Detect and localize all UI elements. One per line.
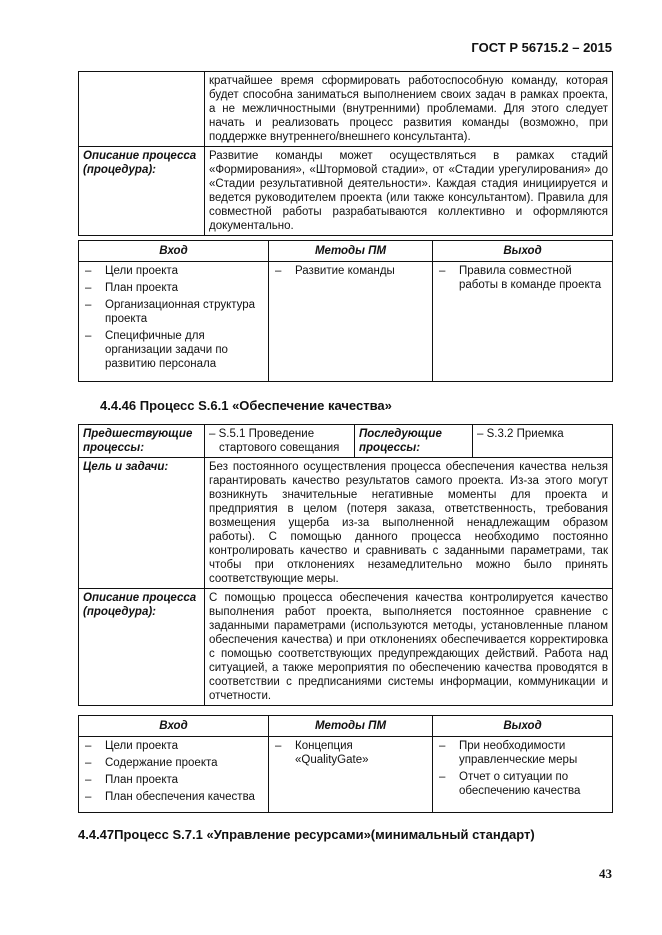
column-header-input: Вход [79, 241, 269, 262]
list-item: – Цели проекта [83, 739, 264, 753]
process-table-team-development [78, 71, 613, 236]
list-item: – Правила совместной работы в команде проекта [437, 264, 608, 292]
list-item: – Отчет о ситуации по обеспечению качества [437, 770, 608, 798]
outputs-cell [433, 262, 613, 382]
predecessor-value: – S.5.1 Проведение стартового совещания [205, 425, 355, 458]
table-row [79, 262, 613, 382]
section-heading-4-4-47: 4.4.47Процесс S.7.1 «Управление ресурсами»(минимальный стандарт) [78, 827, 535, 842]
inputs-cell [79, 737, 269, 813]
outputs-cell [433, 737, 613, 813]
inputs-cell [79, 262, 269, 382]
table-row [79, 716, 613, 737]
column-header-output: Выход [433, 241, 613, 262]
io-table-quality-assurance [78, 715, 613, 813]
list-item: – Специфичные для организации задачи по развитию персонала [83, 329, 264, 371]
table-row [79, 147, 613, 236]
procedure-text: Развитие команды может осуществляться в рамках стадий «Формирования», «Штормовой стадии», от «Стадии урегулирования» до «Стадии результативной деятельности». Каждая стадия инициируется и ведется руководителем проекта (или также консультантом). Правила для совместной работы разрабатываются коллективно и оформляются документально. [205, 147, 613, 236]
list-item: – Концепция «QualityGate» [273, 739, 428, 767]
predecessor-label: Предшествующие процессы: [79, 425, 205, 458]
column-header-methods: Методы ПМ [269, 241, 433, 262]
column-header-input: Вход [79, 716, 269, 737]
empty-label-cell [79, 72, 205, 147]
page-number: 43 [599, 866, 612, 881]
table-row [79, 72, 613, 147]
goal-text: Без постоянного осуществления процесса обеспечения качества нельзя гарантировать качество результатов самого проекта. Из-за этого могут возникнуть значительные негативные моменты для проекта и предприятия в целом (потеря заказа, ответственность, требования возмещения ущерба из-за выполненной ненадлежащим образом работы). С помощью данного процесса необходимо постоянно контролировать качество и сравнивать с заданными параметрами, так чтобы при отклонениях незамедлительно можно было принять соответствующие меры. [205, 458, 613, 589]
list-item: – План проекта [83, 281, 264, 295]
list-item: – Развитие команды [273, 264, 428, 278]
table-row [79, 458, 613, 589]
table-row [79, 737, 613, 813]
list-item: – Организационная структура проекта [83, 298, 264, 326]
list-item: – Содержание проекта [83, 756, 264, 770]
procedure-label: Описание процесса (процедура): [79, 589, 205, 706]
list-item: – При необходимости управленческие меры [437, 739, 608, 767]
successor-value: – S.3.2 Приемка [473, 425, 613, 458]
list-item: – План проекта [83, 773, 264, 787]
column-header-output: Выход [433, 716, 613, 737]
list-item: – Цели проекта [83, 264, 264, 278]
document-header: ГОСТ Р 56715.2 – 2015 [471, 40, 612, 55]
methods-cell [269, 262, 433, 382]
table-row [79, 425, 613, 458]
methods-cell [269, 737, 433, 813]
procedure-label: Описание процесса (процедура): [79, 147, 205, 236]
goal-continued-text: кратчайшее время сформировать работоспособную команду, которая будет способна заниматься выполнением своих задач в рамках проекта, а не межличностными (внутренними) проблемами. Для этого следует начать и реализовать процесс развития команды (возможно, при поддержке внутреннего/внешнего консультанта). [205, 72, 613, 147]
procedure-text: С помощью процесса обеспечения качества контролируется качество выполнения работ проекта, выполняется постоянное сравнение с заданными параметрами (используются методы, установленные планом обеспечения качества) и при отклонениях обеспечивается корректировка с помощью соответствующих предупреждающих действий. Работа над ситуацией, а также мероприятия по обеспечению качества проводятся в соответствии с предписаниями системы информации, коммуникации и отчетности. [205, 589, 613, 706]
table-row [79, 241, 613, 262]
section-heading-4-4-46: 4.4.46 Процесс S.6.1 «Обеспечение качества» [100, 398, 392, 413]
column-header-methods: Методы ПМ [269, 716, 433, 737]
table-row [79, 589, 613, 706]
io-table-team-development [78, 240, 613, 382]
goal-label: Цель и задачи: [79, 458, 205, 589]
process-table-quality-assurance [78, 424, 613, 706]
list-item: – План обеспечения качества [83, 790, 264, 804]
successor-label: Последующие процессы: [355, 425, 473, 458]
